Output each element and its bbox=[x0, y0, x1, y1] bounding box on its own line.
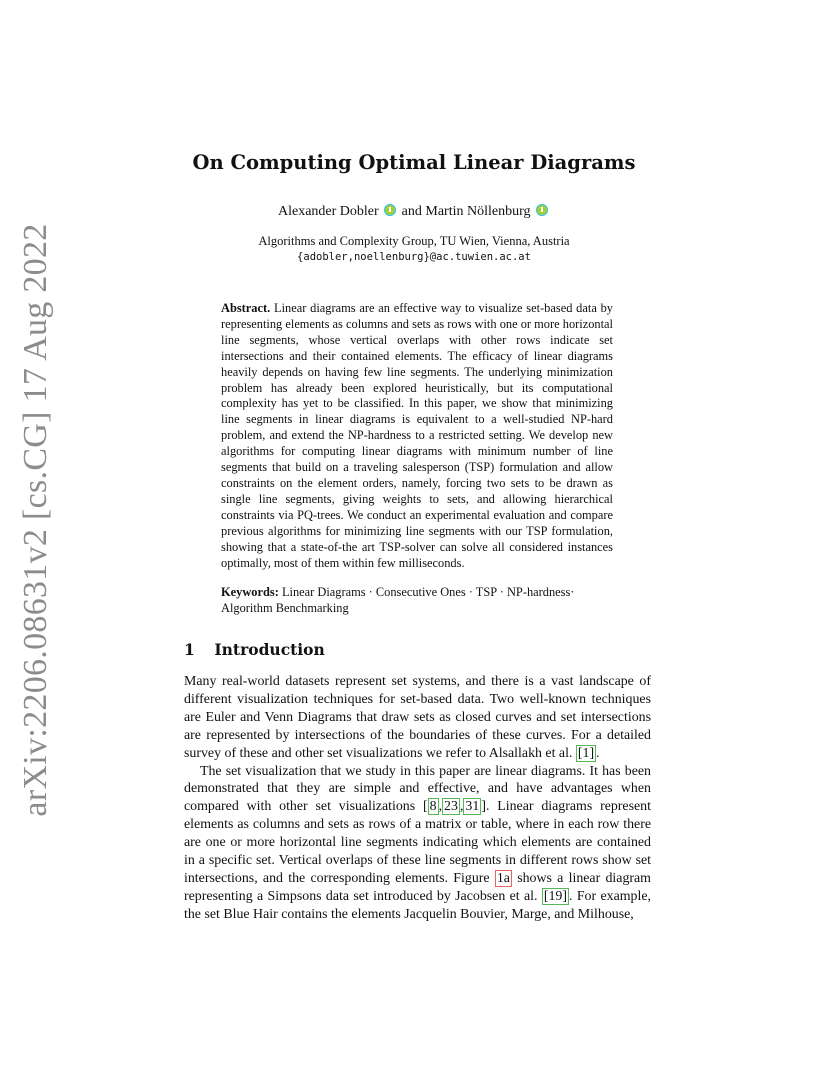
paragraph-text: Many real-world datasets represent set systems, and there is a vast landscape of different visualization techniques for set-based data. Two well-known techniques are Euler and Venn Diagrams that draw sets as closed curves and set intersections are represented by intersections of the boundaries of these curves. For a detailed survey of these and other set visualizations we refer to Alsallakh et al. bbox=[184, 674, 651, 761]
abstract-text: Linear diagrams are an effective way to visualize set-based data by representing elements as columns and sets as rows with one or more horizontal line segments, whose vertical overlaps with other rows indicate set intersections and their contained elements. The efficacy of linear diagrams heavily depends on having few line segments. The underlying minimization problem has already been explored heuristically, but its computational complexity has yet to be classified. In this paper, we show that minimizing line segments in linear diagrams is equivalent to a well-studied NP-hard problem, and extend the NP-hardness to a restricted setting. We develop new algorithms for computing linear diagrams with minimum number of line segments that build on a traveling salesperson (TSP) formulation and allow constraints on the element orders, namely, forcing two sets to be drawn as single line segments, giving weights to sets, and allowing hierarchical constraints via PQ-trees. We conduct an experimental evaluation and compare previous algorithms for minimizing line segments with our TSP formulation, showing that a state-of-the art TSP-solver can solve all considered instances optimally, most of them within few milliseconds. bbox=[221, 301, 613, 570]
citation-link[interactable]: 31 bbox=[465, 799, 480, 815]
paragraph-text: , bbox=[459, 799, 464, 815]
orcid-icon[interactable] bbox=[384, 204, 396, 216]
paper-title: On Computing Optimal Linear Diagrams bbox=[192, 151, 636, 174]
keywords bbox=[221, 585, 613, 617]
section-heading bbox=[184, 640, 325, 659]
section-body bbox=[184, 673, 651, 924]
arxiv-identifier-stamp: arXiv:2206.08631v2 [cs.CG] 17 Aug 2022 bbox=[17, 223, 54, 817]
paragraph-text: . bbox=[596, 745, 600, 761]
affiliation: Algorithms and Complexity Group, TU Wien, Vienna, Austria bbox=[258, 234, 570, 248]
citation-link[interactable]: [1] bbox=[577, 745, 595, 761]
paragraph bbox=[184, 763, 651, 924]
keywords-text: Linear Diagrams · Consecutive Ones · TSP · NP-hardness· Algorithm Benchmarking bbox=[221, 585, 575, 615]
author-name: Alexander Dobler bbox=[277, 204, 379, 219]
section-number: 1 bbox=[184, 640, 195, 659]
author-email: {adobler,noellenburg}@ac.tuwien.ac.at bbox=[297, 251, 531, 263]
author-connector: and bbox=[401, 204, 422, 219]
paragraph-text: The set visualization that we study in this paper are linear diagrams. It has been demonstrated that they are simple and effective, and have advantages when compared with other set visualizations [ bbox=[184, 763, 651, 815]
paragraph-text: shows a linear diagram representing a Simpsons data set introduced by Jacobsen et al. bbox=[184, 870, 651, 904]
paragraph-text: , bbox=[438, 799, 443, 815]
abstract bbox=[221, 301, 613, 571]
abstract-label: Abstract. bbox=[221, 301, 271, 315]
paragraph-text: . For example, the set Blue Hair contains the elements Jacquelin Bouvier, Marge, and Milhouse, bbox=[184, 888, 651, 922]
author-line bbox=[0, 204, 828, 220]
orcid-icon[interactable] bbox=[536, 204, 548, 216]
figure-reference-link[interactable]: 1a bbox=[496, 870, 510, 886]
paragraph bbox=[184, 673, 651, 763]
paragraph-text: ]. Linear diagrams represent elements as columns and sets as rows of a matrix or table, where in each row there are one or more horizontal line segments indicating which elements are contained in a specific set. Vertical overlaps of these line segments in different rows show set intersections, and the corresponding elements. Figure bbox=[184, 799, 651, 886]
author-name: Martin Nöllenburg bbox=[425, 204, 531, 219]
keywords-label: Keywords: bbox=[221, 585, 279, 599]
section-title: Introduction bbox=[214, 640, 325, 659]
citation-link[interactable]: 23 bbox=[444, 799, 458, 815]
citation-link[interactable]: 8 bbox=[429, 799, 437, 815]
citation-link[interactable]: [19] bbox=[543, 888, 567, 904]
